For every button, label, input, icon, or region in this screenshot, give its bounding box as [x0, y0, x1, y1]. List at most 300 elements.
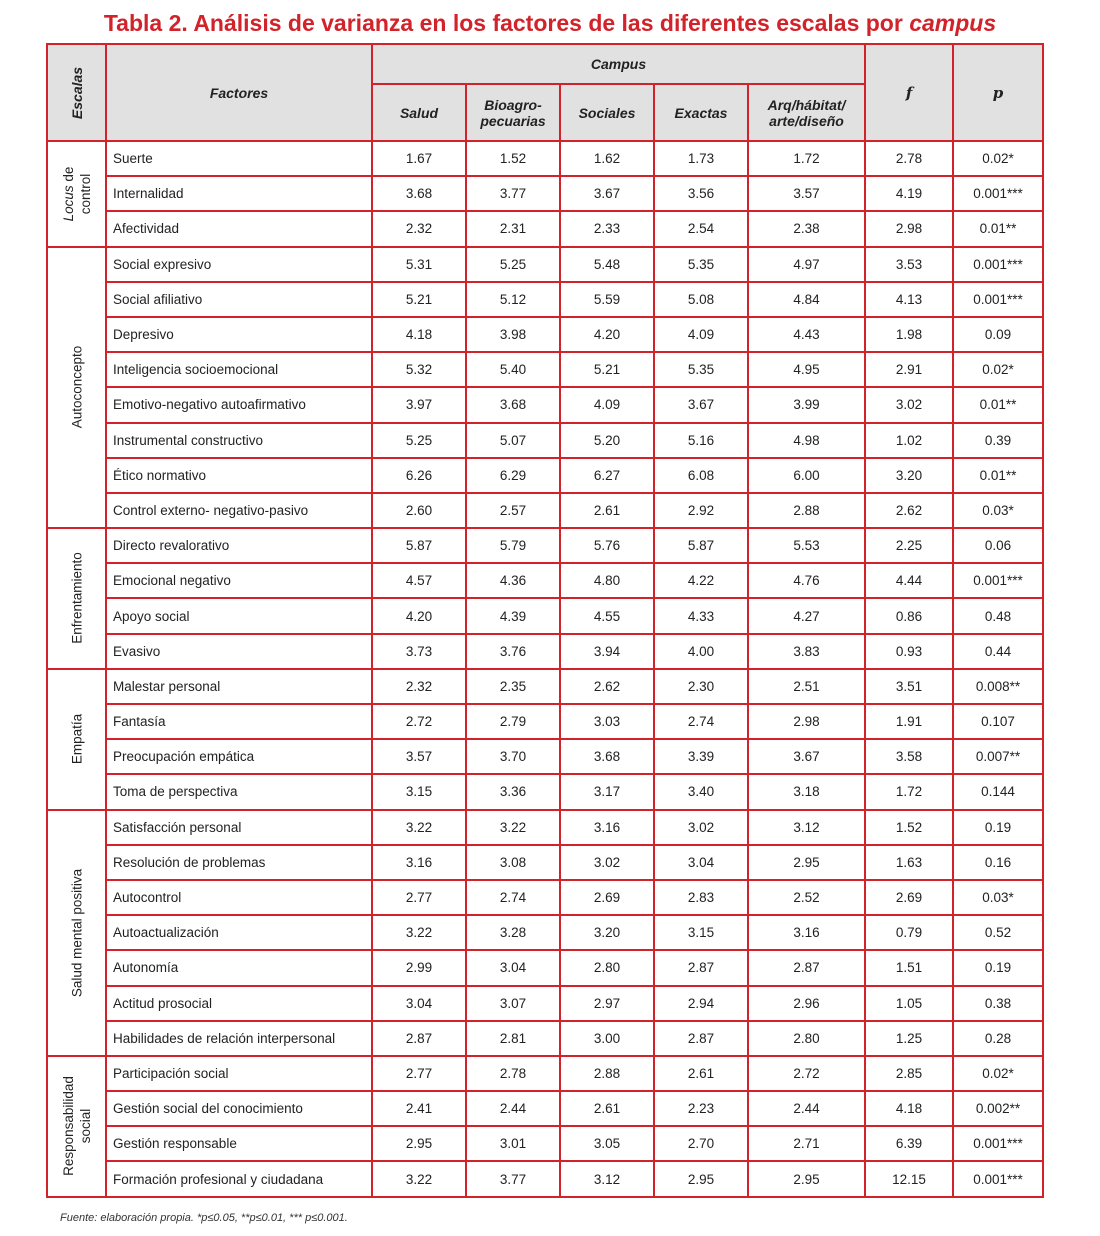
f-cell: 2.78 [865, 141, 953, 176]
mean-cell: 5.20 [560, 423, 654, 458]
header-campus-bioagropecuarias: Bioagro-pecuarias [466, 84, 560, 141]
mean-cell: 3.97 [372, 387, 466, 422]
header-campus-exactas: Exactas [654, 84, 748, 141]
mean-cell: 5.31 [372, 247, 466, 282]
p-cell: 0.52 [953, 915, 1043, 950]
scale-label: Salud mental positiva [69, 868, 84, 997]
mean-cell: 3.76 [466, 634, 560, 669]
mean-cell: 3.04 [372, 986, 466, 1021]
f-cell: 2.69 [865, 880, 953, 915]
table-row [47, 563, 1043, 598]
f-cell: 1.63 [865, 845, 953, 880]
mean-cell: 3.12 [560, 1161, 654, 1196]
f-cell: 3.53 [865, 247, 953, 282]
mean-cell: 6.00 [748, 458, 865, 493]
mean-cell: 4.36 [466, 563, 560, 598]
header-campus-arq: Arq/hábitat/ arte/diseño [748, 84, 865, 141]
mean-cell: 4.39 [466, 598, 560, 633]
mean-cell: 5.12 [466, 282, 560, 317]
mean-cell: 4.20 [372, 598, 466, 633]
mean-cell: 2.61 [560, 493, 654, 528]
mean-cell: 5.35 [654, 247, 748, 282]
table-row [47, 211, 1043, 246]
scale-label: Autoconcepto [69, 346, 84, 429]
footnote: Fuente: elaboración propia. *p≤0.05, **p≤0.01, *** p≤0.001. [60, 1212, 348, 1224]
mean-cell: 2.80 [560, 950, 654, 985]
header-p-label: p [992, 83, 1004, 102]
mean-cell: 4.43 [748, 317, 865, 352]
table-row [47, 704, 1043, 739]
mean-cell: 2.79 [466, 704, 560, 739]
mean-cell: 5.79 [466, 528, 560, 563]
mean-cell: 5.25 [372, 423, 466, 458]
mean-cell: 3.83 [748, 634, 865, 669]
mean-cell: 3.94 [560, 634, 654, 669]
mean-cell: 4.27 [748, 598, 865, 633]
mean-cell: 2.23 [654, 1091, 748, 1126]
header-f-label: f [905, 83, 913, 102]
table-row [47, 915, 1043, 950]
table-row [47, 739, 1043, 774]
mean-cell: 4.18 [372, 317, 466, 352]
factor-cell: Social afiliativo [106, 282, 372, 317]
f-cell: 0.79 [865, 915, 953, 950]
mean-cell: 5.32 [372, 352, 466, 387]
mean-cell: 4.84 [748, 282, 865, 317]
f-cell: 3.51 [865, 669, 953, 704]
f-cell: 1.91 [865, 704, 953, 739]
mean-cell: 4.20 [560, 317, 654, 352]
mean-cell: 4.00 [654, 634, 748, 669]
mean-cell: 3.67 [654, 387, 748, 422]
p-cell: 0.02* [953, 352, 1043, 387]
f-cell: 6.39 [865, 1126, 953, 1161]
mean-cell: 6.29 [466, 458, 560, 493]
mean-cell: 3.12 [748, 810, 865, 845]
table-row [47, 1161, 1043, 1196]
table-header [47, 44, 1043, 141]
scale-label: Empatía [69, 714, 84, 765]
factor-cell: Directo revalorativo [106, 528, 372, 563]
mean-cell: 2.60 [372, 493, 466, 528]
mean-cell: 2.88 [748, 493, 865, 528]
mean-cell: 6.08 [654, 458, 748, 493]
mean-cell: 2.83 [654, 880, 748, 915]
mean-cell: 2.61 [654, 1056, 748, 1091]
mean-cell: 5.35 [654, 352, 748, 387]
p-cell: 0.001*** [953, 1161, 1043, 1196]
factor-cell: Gestión social del conocimiento [106, 1091, 372, 1126]
factor-cell: Participación social [106, 1056, 372, 1091]
mean-cell: 2.72 [748, 1056, 865, 1091]
table-row [47, 1091, 1043, 1126]
mean-cell: 3.40 [654, 774, 748, 809]
mean-cell: 1.52 [466, 141, 560, 176]
table-row [47, 247, 1043, 282]
factor-cell: Emotivo-negativo autoafirmativo [106, 387, 372, 422]
table-row [47, 352, 1043, 387]
f-cell: 4.19 [865, 176, 953, 211]
mean-cell: 2.80 [748, 1021, 865, 1056]
table-row [47, 880, 1043, 915]
mean-cell: 3.15 [654, 915, 748, 950]
mean-cell: 2.30 [654, 669, 748, 704]
table-title [0, 8, 1100, 38]
scale-label: Enfrentamiento [69, 552, 84, 645]
mean-cell: 3.68 [372, 176, 466, 211]
f-cell: 3.20 [865, 458, 953, 493]
f-cell: 1.25 [865, 1021, 953, 1056]
mean-cell: 3.39 [654, 739, 748, 774]
table-row [47, 387, 1043, 422]
factor-cell: Malestar personal [106, 669, 372, 704]
p-cell: 0.001*** [953, 247, 1043, 282]
mean-cell: 3.17 [560, 774, 654, 809]
f-cell: 12.15 [865, 1161, 953, 1196]
scale-label: Responsabilidad social [60, 1076, 93, 1177]
mean-cell: 2.32 [372, 669, 466, 704]
mean-cell: 2.88 [560, 1056, 654, 1091]
table-row [47, 810, 1043, 845]
mean-cell: 5.40 [466, 352, 560, 387]
table-row [47, 598, 1043, 633]
p-cell: 0.001*** [953, 563, 1043, 598]
factor-cell: Apoyo social [106, 598, 372, 633]
f-cell: 1.51 [865, 950, 953, 985]
mean-cell: 3.22 [372, 810, 466, 845]
mean-cell: 2.44 [748, 1091, 865, 1126]
scale-cell [47, 141, 106, 247]
header-escalas-label: Escalas [68, 66, 85, 119]
mean-cell: 4.80 [560, 563, 654, 598]
mean-cell: 3.57 [372, 739, 466, 774]
mean-cell: 3.22 [466, 810, 560, 845]
p-cell: 0.01** [953, 387, 1043, 422]
table-row [47, 528, 1043, 563]
factor-cell: Autocontrol [106, 880, 372, 915]
factor-cell: Suerte [106, 141, 372, 176]
p-cell: 0.001*** [953, 176, 1043, 211]
mean-cell: 3.03 [560, 704, 654, 739]
mean-cell: 3.08 [466, 845, 560, 880]
mean-cell: 2.35 [466, 669, 560, 704]
factor-cell: Control externo- negativo-pasivo [106, 493, 372, 528]
mean-cell: 2.33 [560, 211, 654, 246]
mean-cell: 2.69 [560, 880, 654, 915]
mean-cell: 4.09 [560, 387, 654, 422]
mean-cell: 2.87 [654, 950, 748, 985]
mean-cell: 2.57 [466, 493, 560, 528]
mean-cell: 2.38 [748, 211, 865, 246]
mean-cell: 2.70 [654, 1126, 748, 1161]
mean-cell: 1.62 [560, 141, 654, 176]
mean-cell: 3.73 [372, 634, 466, 669]
mean-cell: 4.55 [560, 598, 654, 633]
mean-cell: 1.72 [748, 141, 865, 176]
mean-cell: 6.27 [560, 458, 654, 493]
mean-cell: 1.67 [372, 141, 466, 176]
mean-cell: 2.41 [372, 1091, 466, 1126]
table-row [47, 1126, 1043, 1161]
factor-cell: Instrumental constructivo [106, 423, 372, 458]
table-row [47, 423, 1043, 458]
mean-cell: 4.76 [748, 563, 865, 598]
scale-cell [47, 669, 106, 810]
mean-cell: 2.81 [466, 1021, 560, 1056]
mean-cell: 4.57 [372, 563, 466, 598]
header-factores: Factores [106, 44, 372, 141]
mean-cell: 2.72 [372, 704, 466, 739]
mean-cell: 2.77 [372, 880, 466, 915]
table-row [47, 634, 1043, 669]
mean-cell: 3.70 [466, 739, 560, 774]
factor-cell: Evasivo [106, 634, 372, 669]
mean-cell: 2.95 [654, 1161, 748, 1196]
mean-cell: 5.87 [372, 528, 466, 563]
mean-cell: 3.02 [560, 845, 654, 880]
mean-cell: 5.08 [654, 282, 748, 317]
p-cell: 0.02* [953, 141, 1043, 176]
mean-cell: 5.48 [560, 247, 654, 282]
mean-cell: 3.07 [466, 986, 560, 1021]
mean-cell: 2.62 [560, 669, 654, 704]
mean-cell: 4.33 [654, 598, 748, 633]
mean-cell: 4.09 [654, 317, 748, 352]
scale-cell [47, 247, 106, 529]
f-cell: 1.52 [865, 810, 953, 845]
header-f [865, 44, 953, 141]
f-cell: 0.93 [865, 634, 953, 669]
mean-cell: 3.98 [466, 317, 560, 352]
mean-cell: 4.98 [748, 423, 865, 458]
mean-cell: 2.54 [654, 211, 748, 246]
factor-cell: Satisfacción personal [106, 810, 372, 845]
p-cell: 0.001*** [953, 282, 1043, 317]
table-title-italic: campus [909, 10, 997, 36]
mean-cell: 2.87 [654, 1021, 748, 1056]
factor-cell: Gestión responsable [106, 1126, 372, 1161]
mean-cell: 2.92 [654, 493, 748, 528]
factor-cell: Resolución de problemas [106, 845, 372, 880]
mean-cell: 2.32 [372, 211, 466, 246]
mean-cell: 2.31 [466, 211, 560, 246]
mean-cell: 5.21 [560, 352, 654, 387]
mean-cell: 3.77 [466, 1161, 560, 1196]
mean-cell: 3.57 [748, 176, 865, 211]
mean-cell: 5.25 [466, 247, 560, 282]
mean-cell: 3.00 [560, 1021, 654, 1056]
f-cell: 0.86 [865, 598, 953, 633]
factor-cell: Ético normativo [106, 458, 372, 493]
mean-cell: 5.53 [748, 528, 865, 563]
p-cell: 0.28 [953, 1021, 1043, 1056]
p-cell: 0.03* [953, 880, 1043, 915]
factor-cell: Inteligencia socioemocional [106, 352, 372, 387]
factor-cell: Fantasía [106, 704, 372, 739]
mean-cell: 2.87 [748, 950, 865, 985]
factor-cell: Preocupación empática [106, 739, 372, 774]
mean-cell: 2.74 [466, 880, 560, 915]
f-cell: 1.72 [865, 774, 953, 809]
table-row [47, 986, 1043, 1021]
p-cell: 0.19 [953, 810, 1043, 845]
mean-cell: 3.04 [654, 845, 748, 880]
mean-cell: 3.67 [560, 176, 654, 211]
f-cell: 2.25 [865, 528, 953, 563]
factor-cell: Toma de perspectiva [106, 774, 372, 809]
factor-cell: Actitud prosocial [106, 986, 372, 1021]
p-cell: 0.44 [953, 634, 1043, 669]
table-row [47, 141, 1043, 176]
table-title-text: Tabla 2. Análisis de varianza en los factores de las diferentes escalas por [103, 10, 910, 36]
f-cell: 4.44 [865, 563, 953, 598]
p-cell: 0.107 [953, 704, 1043, 739]
mean-cell: 3.04 [466, 950, 560, 985]
factor-cell: Autonomía [106, 950, 372, 985]
factor-cell: Habilidades de relación interpersonal [106, 1021, 372, 1056]
f-cell: 3.58 [865, 739, 953, 774]
mean-cell: 2.74 [654, 704, 748, 739]
p-cell: 0.06 [953, 528, 1043, 563]
f-cell: 2.91 [865, 352, 953, 387]
mean-cell: 2.77 [372, 1056, 466, 1091]
mean-cell: 2.51 [748, 669, 865, 704]
f-cell: 1.05 [865, 986, 953, 1021]
p-cell: 0.19 [953, 950, 1043, 985]
p-cell: 0.002** [953, 1091, 1043, 1126]
mean-cell: 3.18 [748, 774, 865, 809]
mean-cell: 3.99 [748, 387, 865, 422]
table-row [47, 458, 1043, 493]
factor-cell: Depresivo [106, 317, 372, 352]
header-escalas [47, 44, 106, 141]
table-row [47, 1056, 1043, 1091]
p-cell: 0.16 [953, 845, 1043, 880]
mean-cell: 3.56 [654, 176, 748, 211]
mean-cell: 3.77 [466, 176, 560, 211]
mean-cell: 2.99 [372, 950, 466, 985]
f-cell: 2.62 [865, 493, 953, 528]
factor-cell: Formación profesional y ciudadana [106, 1161, 372, 1196]
p-cell: 0.02* [953, 1056, 1043, 1091]
mean-cell: 2.95 [748, 1161, 865, 1196]
mean-cell: 3.28 [466, 915, 560, 950]
f-cell: 4.18 [865, 1091, 953, 1126]
scale-label: Locus de control [60, 166, 93, 222]
mean-cell: 3.16 [560, 810, 654, 845]
f-cell: 4.13 [865, 282, 953, 317]
factor-cell: Autoactualización [106, 915, 372, 950]
mean-cell: 3.02 [654, 810, 748, 845]
p-cell: 0.144 [953, 774, 1043, 809]
p-cell: 0.09 [953, 317, 1043, 352]
p-cell: 0.001*** [953, 1126, 1043, 1161]
scale-cell [47, 528, 106, 669]
mean-cell: 5.16 [654, 423, 748, 458]
mean-cell: 3.01 [466, 1126, 560, 1161]
mean-cell: 3.20 [560, 915, 654, 950]
mean-cell: 3.22 [372, 915, 466, 950]
table-row [47, 845, 1043, 880]
mean-cell: 5.59 [560, 282, 654, 317]
table-row [47, 950, 1043, 985]
header-campus: Campus [372, 44, 865, 84]
factor-cell: Internalidad [106, 176, 372, 211]
factor-cell: Emocional negativo [106, 563, 372, 598]
factor-cell: Afectividad [106, 211, 372, 246]
mean-cell: 2.87 [372, 1021, 466, 1056]
table-row [47, 669, 1043, 704]
p-cell: 0.008** [953, 669, 1043, 704]
scale-cell [47, 1056, 106, 1197]
table-row [47, 1021, 1043, 1056]
table-row [47, 282, 1043, 317]
mean-cell: 3.16 [372, 845, 466, 880]
mean-cell: 5.87 [654, 528, 748, 563]
mean-cell: 4.95 [748, 352, 865, 387]
mean-cell: 2.96 [748, 986, 865, 1021]
mean-cell: 6.26 [372, 458, 466, 493]
mean-cell: 5.07 [466, 423, 560, 458]
mean-cell: 5.21 [372, 282, 466, 317]
mean-cell: 1.73 [654, 141, 748, 176]
mean-cell: 2.98 [748, 704, 865, 739]
header-p [953, 44, 1043, 141]
table-body [47, 141, 1043, 1197]
f-cell: 2.98 [865, 211, 953, 246]
p-cell: 0.007** [953, 739, 1043, 774]
mean-cell: 2.61 [560, 1091, 654, 1126]
p-cell: 0.39 [953, 423, 1043, 458]
f-cell: 1.02 [865, 423, 953, 458]
anova-table [46, 43, 1044, 1198]
mean-cell: 3.05 [560, 1126, 654, 1161]
header-campus-salud: Salud [372, 84, 466, 141]
header-campus-sociales: Sociales [560, 84, 654, 141]
mean-cell: 2.95 [748, 845, 865, 880]
f-cell: 3.02 [865, 387, 953, 422]
mean-cell: 3.68 [466, 387, 560, 422]
mean-cell: 2.44 [466, 1091, 560, 1126]
p-cell: 0.01** [953, 458, 1043, 493]
mean-cell: 4.22 [654, 563, 748, 598]
f-cell: 1.98 [865, 317, 953, 352]
p-cell: 0.48 [953, 598, 1043, 633]
factor-cell: Social expresivo [106, 247, 372, 282]
mean-cell: 2.95 [372, 1126, 466, 1161]
f-cell: 2.85 [865, 1056, 953, 1091]
table-row [47, 774, 1043, 809]
mean-cell: 3.15 [372, 774, 466, 809]
mean-cell: 2.94 [654, 986, 748, 1021]
mean-cell: 3.36 [466, 774, 560, 809]
p-cell: 0.01** [953, 211, 1043, 246]
table-row [47, 176, 1043, 211]
mean-cell: 4.97 [748, 247, 865, 282]
p-cell: 0.03* [953, 493, 1043, 528]
table-row [47, 317, 1043, 352]
p-cell: 0.38 [953, 986, 1043, 1021]
mean-cell: 2.97 [560, 986, 654, 1021]
mean-cell: 3.16 [748, 915, 865, 950]
scale-cell [47, 810, 106, 1056]
mean-cell: 3.67 [748, 739, 865, 774]
mean-cell: 2.71 [748, 1126, 865, 1161]
mean-cell: 5.76 [560, 528, 654, 563]
mean-cell: 2.78 [466, 1056, 560, 1091]
mean-cell: 3.68 [560, 739, 654, 774]
table-row [47, 493, 1043, 528]
